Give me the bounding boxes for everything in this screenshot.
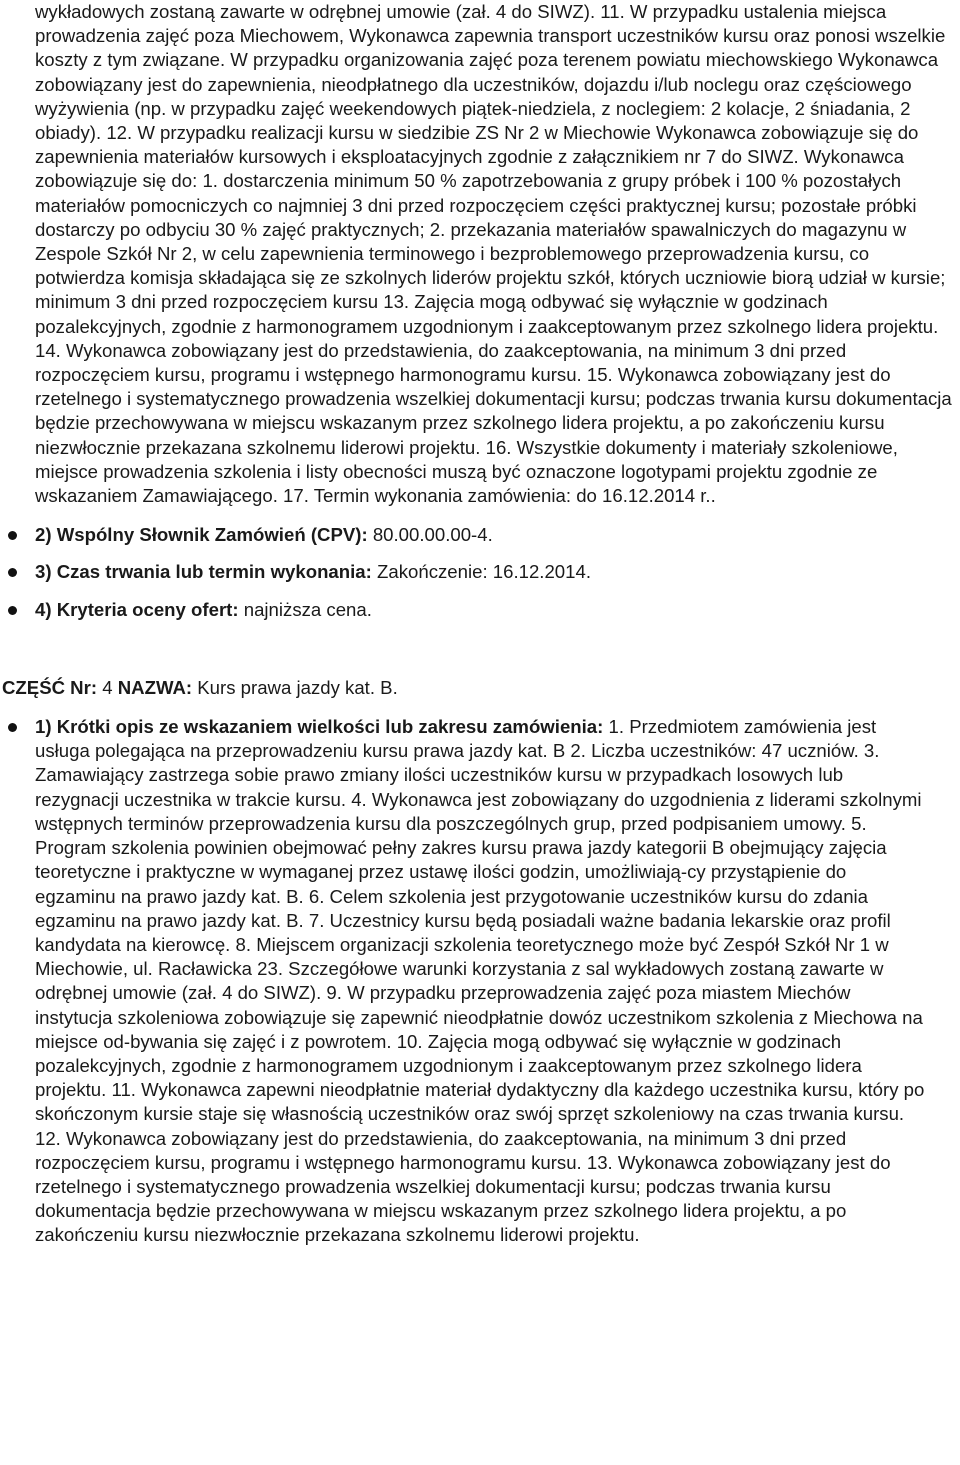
details-list: [0, 523, 960, 622]
criteria-value: najniższa cena.: [243, 598, 372, 620]
duration-item: [0, 560, 920, 584]
description-label: 1) Krótki opis ze wskazaniem wielkości lub zakresu zamówienia:: [35, 716, 604, 738]
cpv-label: 2) Wspólny Słownik Zamówień (CPV):: [35, 524, 368, 546]
part-description: [0, 715, 925, 1247]
part-number: 4: [102, 676, 113, 698]
name-value: Kurs prawa jazdy kat. B.: [197, 676, 398, 698]
description-text: 1. Przedmiotem zamówienia jest usługa polegająca na przeprowadzeniu kursu prawa jazdy kat. B 2. Liczba uczestników: 47 uczniów. 3. Zamawiający zastrzega sobie prawo zmiany ilości uczestników kursu w przypadkach losowych lub rezygnacji uczestnika w trakcie kursu. 4. Wykonawca jest zobowiązany do uzgodnienia z liderami szkolnymi wstępnych terminów przeprowadzenia kursu dla poszczególnych grup, przed podpisaniem umowy. 5. Program szkolenia powinien obejmować pełny zakres kursu prawa jazdy kategorii B obejmujący zajęcia teoretyczne i praktyczne w wymaganej przez ustawę ilości godzin, umożliwiają-cy przystąpienie do egzaminu na prawo jazdy kat. B. 6. Celem szkolenia jest przygotowanie uczestników kursu do zdania egzaminu na prawo jazdy kat. B. 7. Uczestnicy kursu będą posiadali ważne badania lekarskie oraz profil kandydata na kierowcę. 8. Miejscem organizacji szkolenia teoretycznego może być Zespół Szkół Nr 1 w Miechowie, ul. Racławicka 23. Szczegółowe warunki korzystania z sal wykładowych zostaną zawarte w odrębnej umowie (zał. 4 do SIWZ). 9. W przypadku przeprowadzenia zajęć poza miastem Miechów instytucja szkoleniowa zobowiązuje się zapewnić nieodpłatnie dowóz uczestnikom szkolenia z Miechowa na miejsce od-bywania się zajęć i z powrotem. 10. Zajęcia mogą odbywać się wyłącznie w godzinach pozalekcyjnych, zgodnie z harmonogramem uzgodnionym i zaakceptowanym przez szkolnego lidera projektu. 11. Wykonawca zapewni nieodpłatnie materiał dydaktyczny dla każdego uczestnika kursu, który po skończonym kursie staje się własnością uczestników oraz swój sprzęt szkoleniowy na czas trwania kursu. 12. Wykonawca zobowiązany jest do przedstawienia, do zaakceptowania, na minimum 3 dni przed rozpoczęciem kursu, programu i wstępnego harmonogramu kursu. 13. Wykonawca zobowiązany jest do rzetelnego i systematycznego prowadzenia wszelkiej dokumentacji kursu; podczas trwania kursu dokumentacja będzie przechowywana w miejscu wskazanym przez szkolnego lidera projektu, a po zakończeniu kursu niezwłocznie przekazana szkolnemu liderowi projektu.: [35, 716, 925, 1246]
part-label: CZĘŚĆ Nr:: [2, 676, 98, 698]
bullet-icon: [8, 723, 17, 732]
name-label: NAZWA:: [117, 676, 193, 698]
cpv-item: [0, 523, 920, 547]
duration-label: 3) Czas trwania lub termin wykonania:: [35, 561, 372, 583]
bullet-icon: [8, 568, 17, 577]
criteria-label: 4) Kryteria oceny ofert:: [35, 598, 239, 620]
part-header: [0, 676, 960, 700]
duration-value: Zakończenie: 16.12.2014.: [377, 561, 591, 583]
intro-paragraph: wykładowych zostaną zawarte w odrębnej umowie (zał. 4 do SIWZ). 11. W przypadku ustalenia miejsca prowadzenia zajęć poza Miechowem, Wykonawca zapewnia transport uczestników kursu oraz ponosi wszelkie koszty z tym związane. W przypadku organizowania zajęć poza terenem powiatu miechowskiego Wykonawca zobowiązany jest do zapewnienia, nieodpłatnego dla uczestników, dojazdu i/lub noclegu oraz częściowego wyżywienia (np. w przypadku zajęć weekendowych piątek-niedziela, z noclegiem: 2 kolacje, 2 śniadania, 2 obiady). 12. W przypadku realizacji kursu w siedzibie ZS Nr 2 w Miechowie Wykonawca zobowiązuje się do zapewnienia materiałów kursowych i eksploatacyjnych zgodnie z załącznikiem nr 7 do SIWZ. Wykonawca zobowiązuje się do: 1. dostarczenia minimum 50 % zapotrzebowania z grupy próbek i 100 % pozostałych materiałów pomocniczych co najmniej 3 dni przed rozpoczęciem części praktycznej kursu; pozostałe próbki dostarczy po odbyciu 30 % zajęć praktycznych; 2. przekazania materiałów spawalniczych do magazynu w Zespole Szkół Nr 2, w celu zapewnienia terminowego i bezproblemowego przeprowadzenia kursu, co potwierdza komisja składająca się ze szkolnych liderów projektu szkół, których uczniowie biorą udział w kursie; minimum 3 dni przed rozpoczęciem kursu 13. Zajęcia mogą odbywać się wyłącznie w godzinach pozalekcyjnych, zgodnie z harmonogramem uzgodnionym i zaakceptowanym przez szkolnego lidera projektu. 14. Wykonawca zobowiązany jest do przedstawienia, do zaakceptowania, na minimum 3 dni przed rozpoczęciem kursu, programu i wstępnego harmonogramu kursu. 15. Wykonawca zobowiązany jest do rzetelnego i systematycznego prowadzenia wszelkiej dokumentacji kursu; podczas trwania kursu dokumentacja będzie przechowywana w miejscu wskazanym przez szkolnego lidera projektu, a po zakończeniu kursu niezwłocznie przekazana szkolnemu liderowi projektu. 16. Wszystkie dokumenty i materiały szkoleniowe, miejsce prowadzenia szkolenia i listy obecności muszą być oznaczone logotypami projektu zgodnie ze wskazaniem Zamawiającego. 17. Termin wykonania zamówienia: do 16.12.2014 r..: [35, 1, 952, 507]
cpv-value: 80.00.00.00-4.: [372, 524, 493, 546]
bullet-icon: [8, 531, 17, 540]
bullet-icon: [8, 606, 17, 615]
criteria-item: [0, 598, 920, 622]
